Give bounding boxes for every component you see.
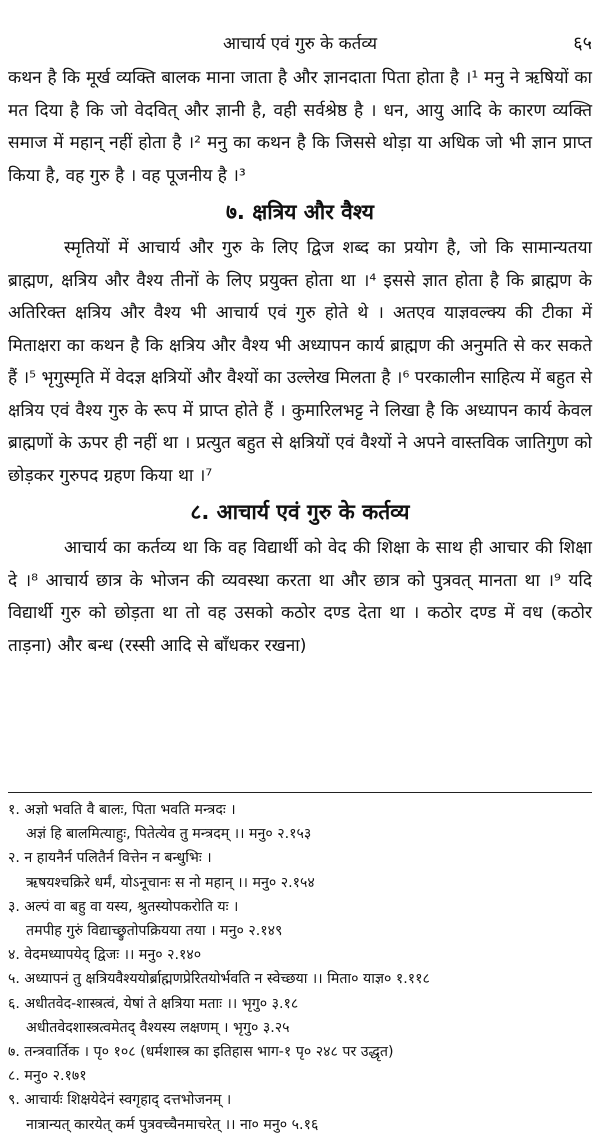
- footnote-divider: [8, 792, 592, 793]
- footnote-line: १. अज्ञो भवति वै बालः, पिता भवति मन्त्रदः ।: [8, 802, 236, 818]
- footnote-line: ६. अधीतवेद-शास्त्रत्वं, येषां ते क्षत्रिया मताः ।। भृगु० ३.१८: [8, 995, 299, 1012]
- footnote-line: अधीतवेदशास्त्रत्वमेतद् वैश्यस्य लक्षणम् । भृगु० ३.२५: [26, 1019, 290, 1036]
- section-heading-duties: ८. आचार्य एवं गुरु के कर्तव्य: [190, 500, 410, 524]
- section-heading-kshatriya-vaishya: ७. क्षत्रिय और वैश्य: [226, 200, 374, 224]
- paragraph-kshatriya-vaishya: स्मृतियों में आचार्य और गुरु के लिए द्विज शब्द का प्रयोग है, जो कि सामान्यतया ब्राह्मण, क्षत्रिय और वैश्य तीनों के लिए प्रयुक्त होता था ।⁴ इससे ज्ञात होता है कि ब्राह्मण के अतिरिक्त क्षत्रिय और वैश्य भी आचार्य एवं गुरु होते थे । अतएव याज्ञवल्क्य की टीका में मिताक्षरा का कथन है कि क्षत्रिय और वैश्य भी अध्यापन कार्य ब्राह्मण की अनुमति से कर सकते हैं ।⁵ भृगुस्मृति में वेदज्ञ क्षत्रियों और वैश्यों का उल्लेख मिलता है ।⁶ परकालीन साहित्य में बहुत से क्षत्रिय एवं वैश्य गुरु के रूप में प्राप्त होते हैं । कुमारिलभट्ट ने लिखा है कि अध्यापन कार्य केवल ब्राह्मणों के ऊपर ही नहीं था । प्रत्युत बहुत से क्षत्रियों एवं वैश्यों ने अपने वास्तविक जातिगुण को छोड़कर गुरुपद ग्रहण किया था ।⁷: [8, 238, 592, 486]
- footnote-line: ४. वेदमध्यापयेद् द्विजः ।। मनु० २.१४०: [8, 947, 202, 964]
- footnote-line: अज्ञं हि बालमित्याहुः, पितेत्येव तु मन्त्रदम् ।। मनु० २.१५३: [26, 826, 312, 843]
- running-title: आचार्य एवं गुरु के कर्तव्य: [222, 34, 378, 54]
- footnote-line: तमपीह गुरुं विद्याच्छ्रुतोपक्रियया तया । मनु० २.१४९: [26, 923, 283, 940]
- footnote-line: ३. अल्पं वा बहु वा यस्य, श्रुतस्योपकरोति यः ।: [8, 898, 239, 915]
- page-number: ६५: [573, 33, 592, 54]
- running-header: [0, 32, 600, 56]
- footnote-line: २. न हायनैर्न पलितैर्न वित्तेन न बन्धुभिः ।: [8, 850, 212, 867]
- page-body: [8, 62, 592, 662]
- paragraph-duties: आचार्य का कर्तव्य था कि वह विद्यार्थी को वेद की शिक्षा के साथ ही आचार की शिक्षा दे ।⁸ आचार्य छात्र के भोजन की व्यवस्था करता था और छात्र को पुत्रवत् मानता था ।⁹ यदि विद्यार्थी गुरु को छोड़ता था तो वह उसको कठोर दण्ड देता था । कठोर दण्ड में वध (कठोर ताड़ना) और बन्ध (रस्सी आदि से बाँधकर रखना): [8, 538, 592, 656]
- footnote-line: ७. तन्त्रवार्तिक । पृ० १०८ (धर्मशास्त्र का इतिहास भाग-१ पृ० २४८ पर उद्धृत): [8, 1044, 394, 1061]
- paragraph-continued: कथन है कि मूर्ख व्यक्ति बालक माना जाता है और ज्ञानदाता पिता होता है ।¹ मनु ने ऋषियों का मत दिया है कि जो वेदवित् और ज्ञानी है, वही सर्वश्रेष्ठ है । धन, आयु आदि के कारण व्यक्ति समाज में महान् नहीं होता है ।² मनु का कथन है कि जिससे थोड़ा या अधिक जो भी ज्ञान प्राप्त किया है, वह गुरु है । वह पूजनीय है ।³: [8, 68, 592, 186]
- footnotes: [8, 798, 598, 1137]
- footnote-line: ५. अध्यापनं तु क्षत्रियवैश्ययोर्ब्राह्मणप्रेरितयोर्भवति न स्वेच्छया ।। मिता० याज्ञ० १.११८: [8, 971, 430, 988]
- footnote-line: ८. मनु० २.१७१: [8, 1068, 87, 1085]
- footnote-line: नात्रान्यत् कारयेत् कर्म पुत्रवच्चैनमाचरेत् ।। ना० मनु० ५.१६: [26, 1116, 319, 1133]
- footnote-line: ऋषयश्चक्रिरे धर्मं, योऽनूचानः स नो महान् ।। मनु० २.१५४: [26, 874, 315, 891]
- footnote-line: ९. आचार्यः शिक्षयेदेनं स्वगृहाद् दत्तभोजनम् ।: [8, 1092, 232, 1109]
